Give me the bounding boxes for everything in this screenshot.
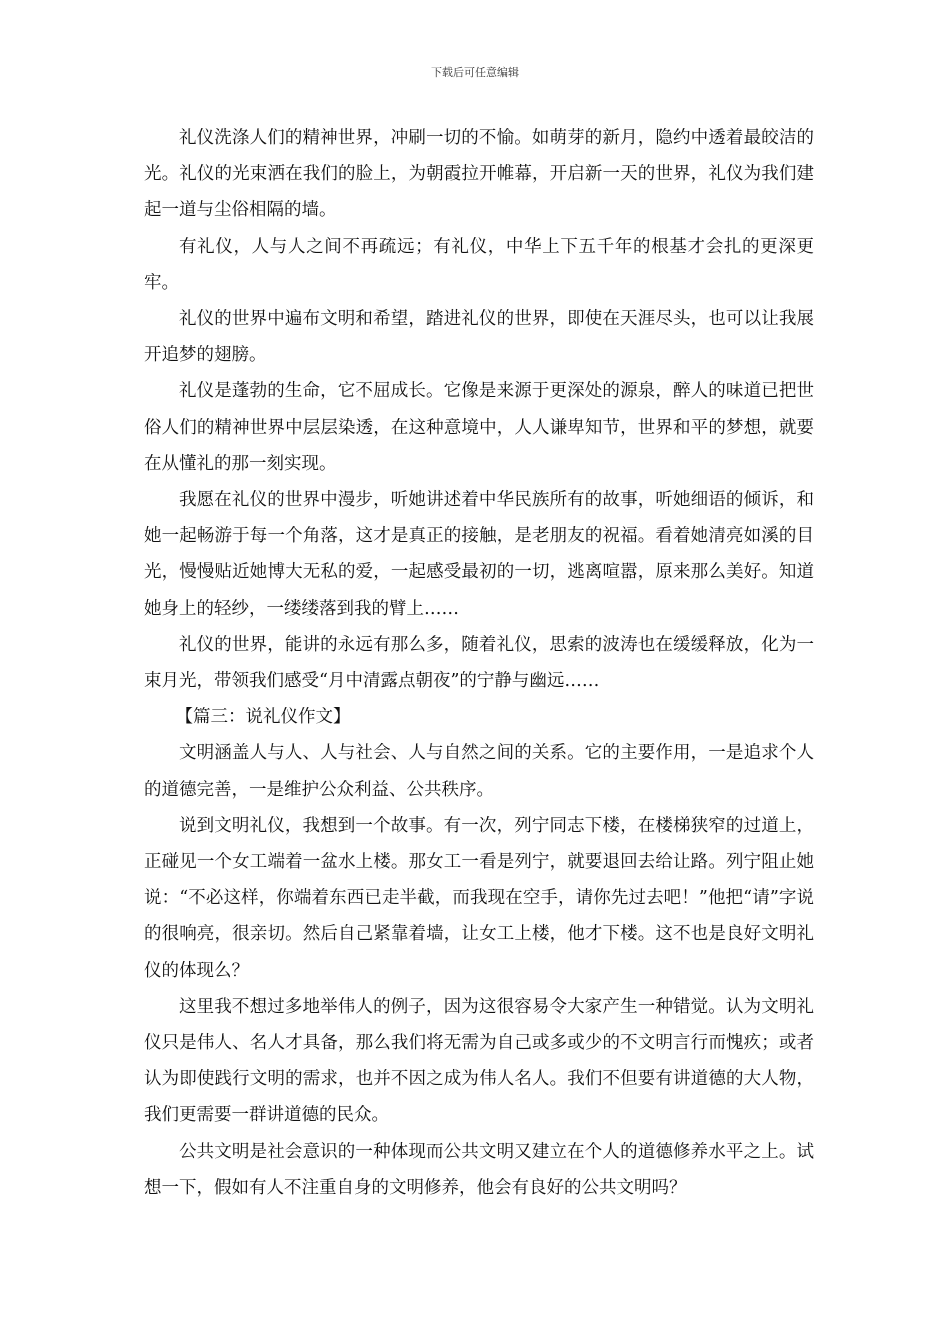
paragraph: 公共文明是社会意识的一种体现而公共文明又建立在个人的道德修养水平之上。试想一下，假如有人不注重自身的文明修养，他会有良好的公共文明吗？	[144, 1141, 814, 1198]
document-body	[144, 120, 814, 1206]
paragraph: 礼仪是蓬勃的生命，它不屈成长。它像是来源于更深处的源泉，醉人的味道已把世俗人们的精神世界中层层染透，在这种意境中，人人谦卑知节，世界和平的梦想，就要在从懂礼的那一刻实现。	[144, 381, 814, 474]
paragraph: 有礼仪，人与人之间不再疏远；有礼仪，中华上下五千年的根基才会扎的更深更牢。	[144, 236, 814, 293]
paragraph: 说到文明礼仪，我想到一个故事。有一次，列宁同志下楼，在楼梯狭窄的过道上，正碰见一个女工端着一盆水上楼。那女工一看是列宁，就要退回去给让路。列宁阻止她说：“不必这样，你端着东西已走半截，而我现在空手，请你先过去吧！”他把“请”字说的很响亮，很亲切。然后自己紧靠着墙，让女工上楼，他才下楼。这不也是良好文明礼仪的体现么？	[144, 815, 814, 981]
paragraph: 我愿在礼仪的世界中漫步，听她讲述着中华民族所有的故事，听她细语的倾诉，和她一起畅游于每一个角落，这才是真正的接触，是老朋友的祝福。看着她清亮如溪的目光，慢慢贴近她博大无私的爱，一起感受最初的一切，逃离喧嚣，原来那么美好。知道她身上的轻纱，一缕缕落到我的臂上……	[144, 490, 814, 619]
paragraph: 文明涵盖人与人、人与社会、人与自然之间的关系。它的主要作用，一是追求个人的道德完善，一是维护公众利益、公共秩序。	[144, 743, 814, 800]
section-heading: 【篇三：说礼仪作文】	[175, 707, 351, 728]
page-header-note: 下载后可任意编辑	[431, 66, 519, 79]
paragraph: 这里我不想过多地举伟人的例子，因为这很容易令大家产生一种错觉。认为文明礼仪只是伟人、名人才具备，那么我们将无需为自己或多或少的不文明言行而愧疚；或者认为即使践行文明的需求，也并不因之成为伟人名人。我们不但要有讲道德的大人物，我们更需要一群讲道德的民众。	[144, 996, 814, 1126]
paragraph: 礼仪洗涤人们的精神世界，冲刷一切的不愉。如萌芽的新月，隐约中透着最皎洁的光。礼仪的光束洒在我们的脸上，为朝霞拉开帷幕，开启新一天的世界，礼仪为我们建起一道与尘俗相隔的墙。	[144, 128, 814, 221]
paragraph: 礼仪的世界中遍布文明和希望，踏进礼仪的世界，即使在天涯尽头，也可以让我展开追梦的翅膀。	[144, 309, 814, 366]
paragraph: 礼仪的世界，能讲的永远有那么多，随着礼仪，思索的波涛也在缓缓释放，化为一束月光，带领我们感受“月中清露点朝夜”的宁静与幽远……	[144, 634, 814, 692]
